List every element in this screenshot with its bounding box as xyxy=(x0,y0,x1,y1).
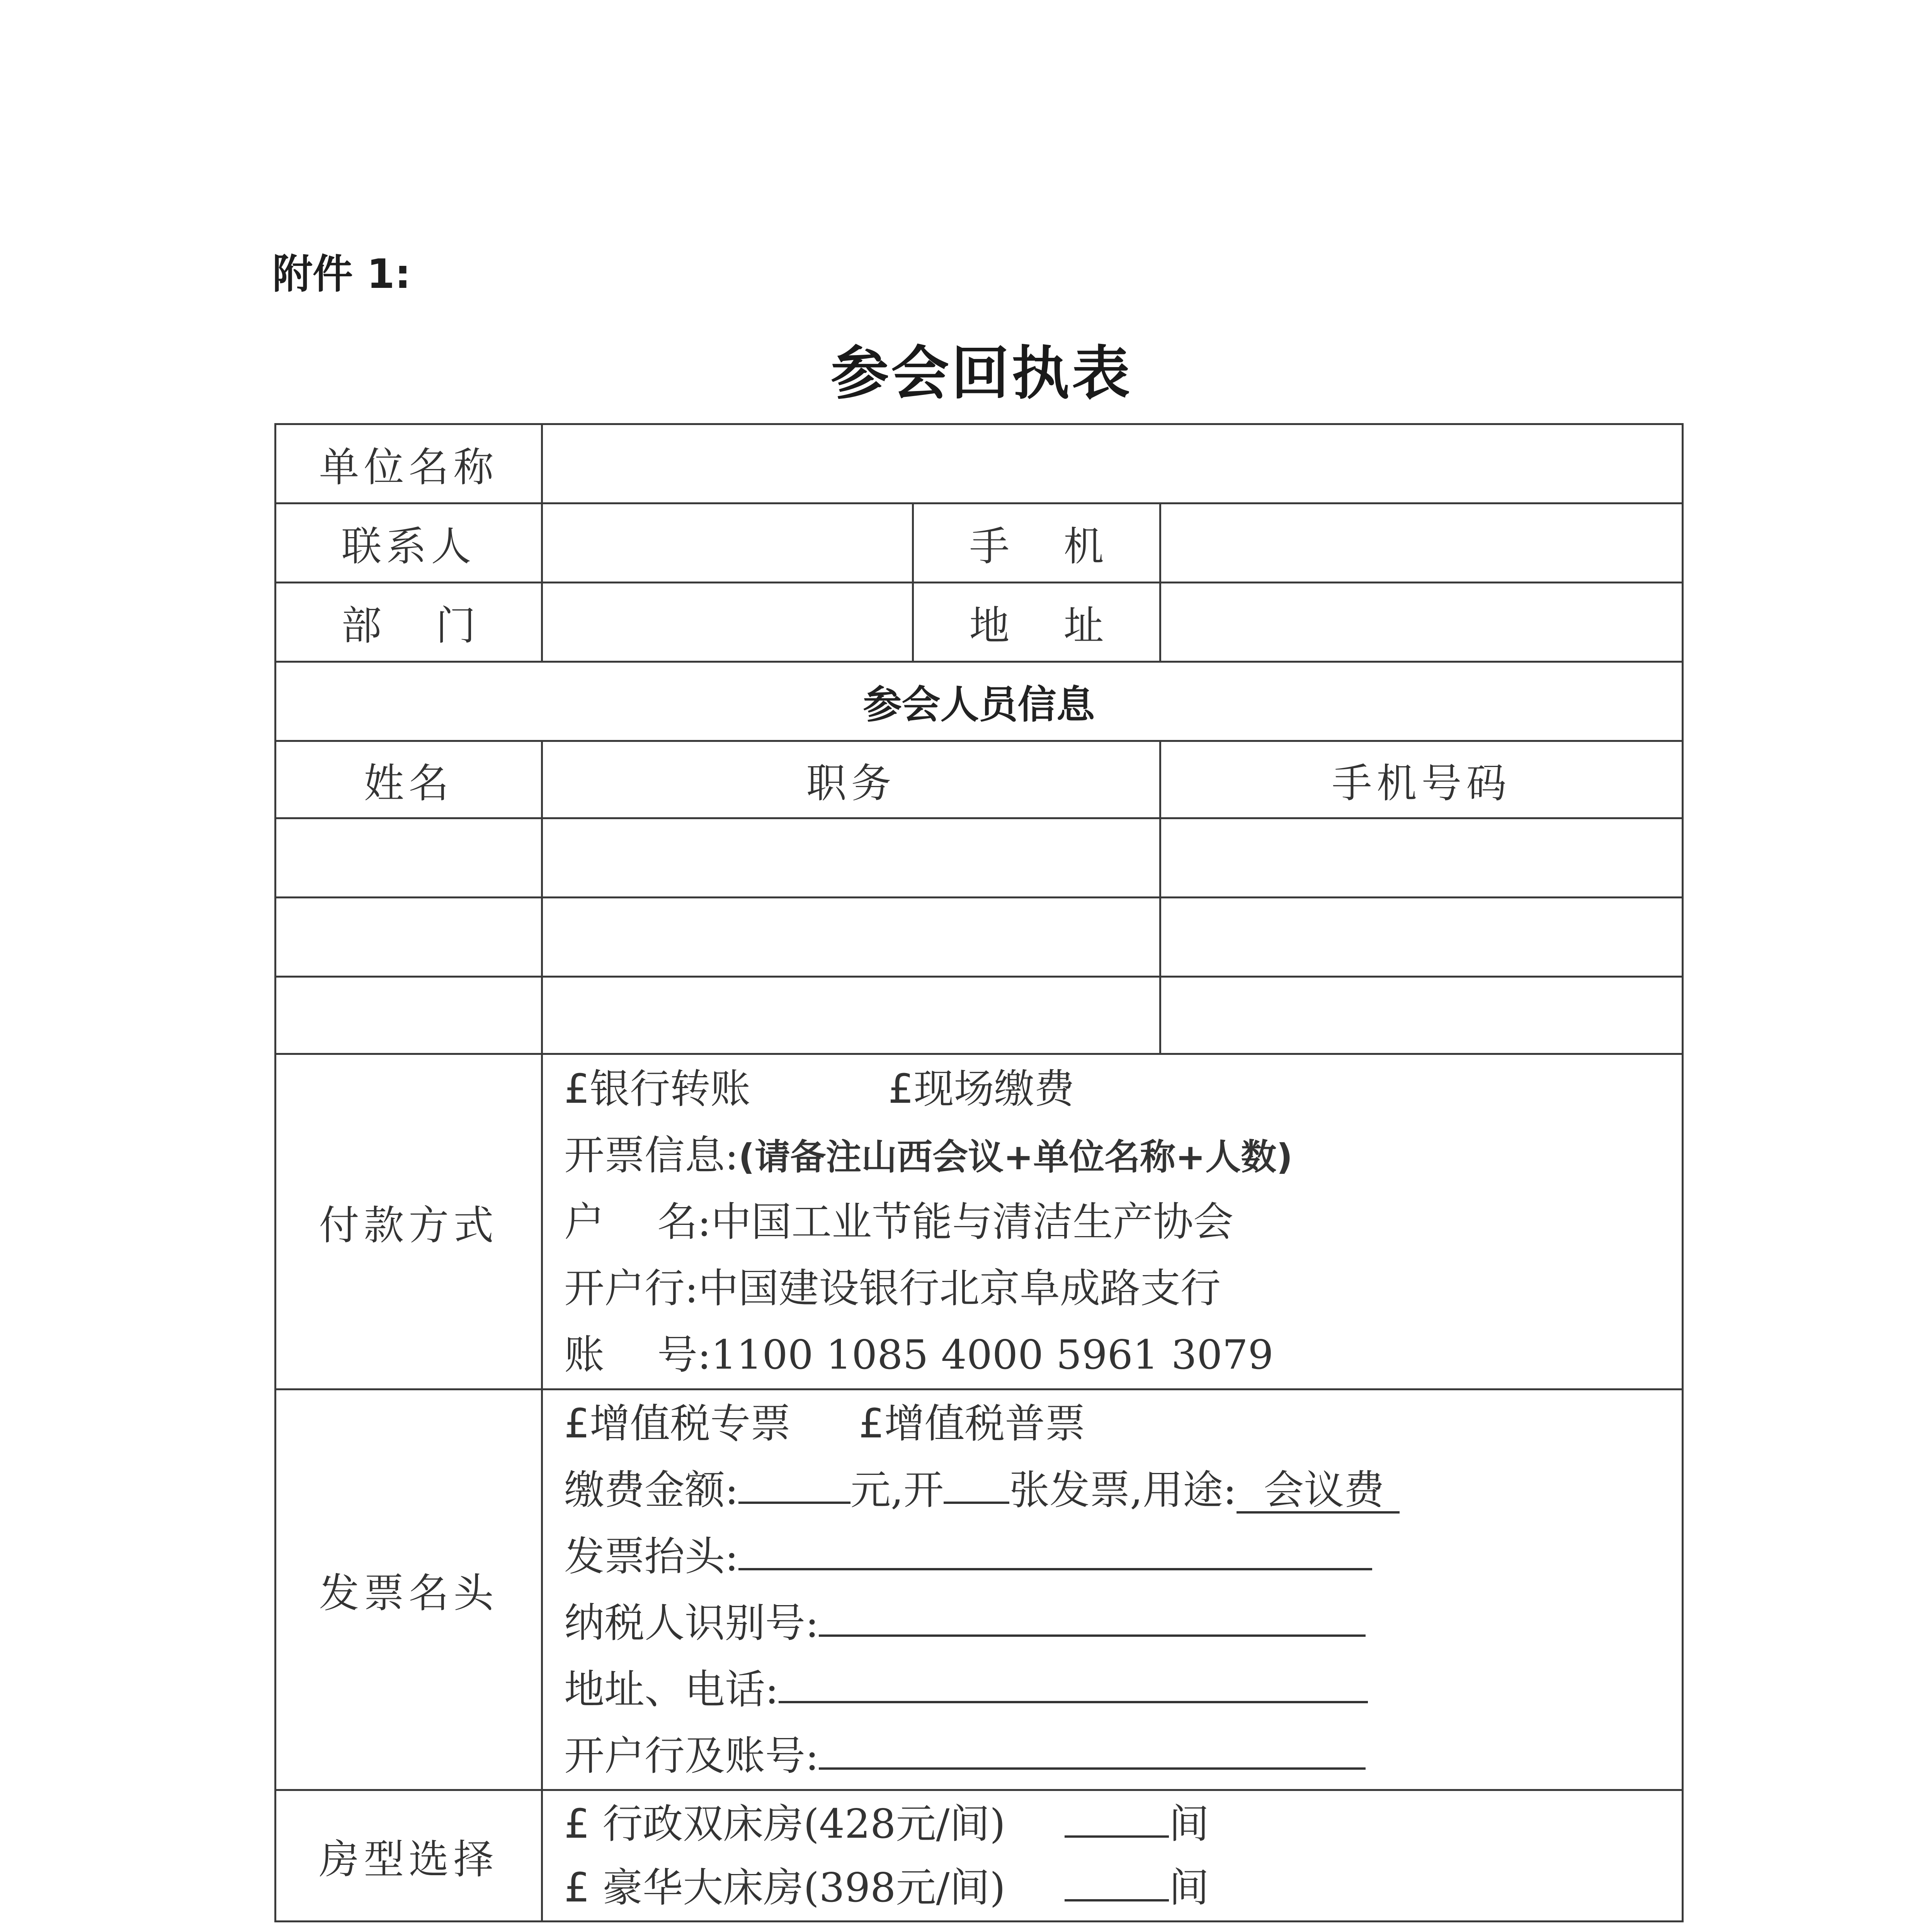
onsite-payment-checkbox[interactable]: £现场缴费 xyxy=(888,1065,1075,1112)
twin-room-unit: 间 xyxy=(1169,1800,1209,1847)
taxpayer-id-label: 纳税人识别号: xyxy=(564,1599,819,1646)
purpose-value: 会议费 xyxy=(1237,1469,1400,1514)
attendee-name-cell[interactable] xyxy=(276,977,542,1054)
attendees-section-heading: 参会人员信息 xyxy=(276,662,1683,741)
invoice-count-blank[interactable] xyxy=(944,1465,1009,1504)
bank-account-blank[interactable] xyxy=(819,1731,1366,1770)
vat-special-checkbox[interactable]: £增值税专票 xyxy=(564,1400,791,1447)
king-room-unit: 间 xyxy=(1169,1864,1209,1911)
purpose-label: 张发票,用途: xyxy=(1009,1466,1237,1514)
attendee-name-cell[interactable] xyxy=(276,898,542,977)
address-phone-blank[interactable] xyxy=(779,1664,1368,1703)
column-mobile: 手机号码 xyxy=(1160,741,1683,818)
attendee-name-cell[interactable] xyxy=(276,818,542,898)
amount-unit-text: 元,开 xyxy=(850,1466,944,1514)
bank-account-label: 开户行及账号: xyxy=(564,1732,819,1779)
phone-field[interactable] xyxy=(1160,503,1683,583)
attendee-position-cell[interactable] xyxy=(542,898,1160,977)
address-field[interactable] xyxy=(1160,583,1683,662)
form-title: 参会回执表 xyxy=(830,340,1132,407)
payment-method-cell xyxy=(542,1054,1683,1389)
amount-label: 缴费金额: xyxy=(564,1466,739,1514)
address-phone-label: 地址、电话: xyxy=(564,1666,779,1713)
column-position: 职务 xyxy=(542,741,1160,818)
registration-form-table xyxy=(274,423,1684,1922)
twin-room-checkbox[interactable]: £ 行政双床房(428元/间) xyxy=(564,1800,1005,1847)
vat-general-checkbox[interactable]: £增值税普票 xyxy=(859,1400,1085,1447)
account-number-text: 账 号:1100 1085 4000 5961 3079 xyxy=(564,1331,1274,1378)
phone-label: 手 机 xyxy=(913,503,1160,583)
department-field[interactable] xyxy=(542,583,913,662)
amount-blank[interactable] xyxy=(738,1465,850,1504)
twin-room-count-blank[interactable] xyxy=(1065,1799,1169,1838)
attendee-mobile-cell[interactable] xyxy=(1160,818,1683,898)
attendee-position-cell[interactable] xyxy=(542,818,1160,898)
invoice-info-label: 开票信息: xyxy=(564,1131,739,1179)
taxpayer-id-blank[interactable] xyxy=(819,1598,1366,1637)
attachment-label: 附件 1: xyxy=(272,250,411,298)
invoice-header-label: 发票名头 xyxy=(276,1389,542,1790)
room-type-label: 房型选择 xyxy=(276,1790,542,1922)
attendee-mobile-cell[interactable] xyxy=(1160,977,1683,1054)
column-name: 姓名 xyxy=(276,741,542,818)
address-label: 地 址 xyxy=(913,583,1160,662)
bank-name-text: 开户行:中国建设银行北京阜成路支行 xyxy=(564,1264,1221,1312)
room-type-cell xyxy=(542,1790,1683,1922)
attendee-row xyxy=(276,818,1683,898)
contact-label: 联系人 xyxy=(276,503,542,583)
unit-name-label: 单位名称 xyxy=(276,424,542,503)
invoice-cell xyxy=(542,1389,1683,1790)
attendee-mobile-cell[interactable] xyxy=(1160,898,1683,977)
king-room-count-blank[interactable] xyxy=(1065,1862,1169,1901)
department-label: 部 门 xyxy=(276,583,542,662)
unit-name-field[interactable] xyxy=(542,424,1683,503)
invoice-title-label: 发票抬头: xyxy=(564,1533,739,1580)
king-room-checkbox[interactable]: £ 豪华大床房(398元/间) xyxy=(564,1864,1005,1911)
account-name-text: 户 名:中国工业节能与清洁生产协会 xyxy=(564,1198,1234,1245)
attendee-row xyxy=(276,898,1683,977)
bank-transfer-checkbox[interactable]: £银行转账 xyxy=(564,1065,751,1112)
attendee-position-cell[interactable] xyxy=(542,977,1160,1054)
attendee-row xyxy=(276,977,1683,1054)
invoice-title-blank[interactable] xyxy=(738,1531,1372,1570)
contact-field[interactable] xyxy=(542,503,913,583)
payment-method-label: 付款方式 xyxy=(276,1054,542,1389)
invoice-info-note: (请备注山西会议+单位名称+人数) xyxy=(738,1136,1293,1178)
